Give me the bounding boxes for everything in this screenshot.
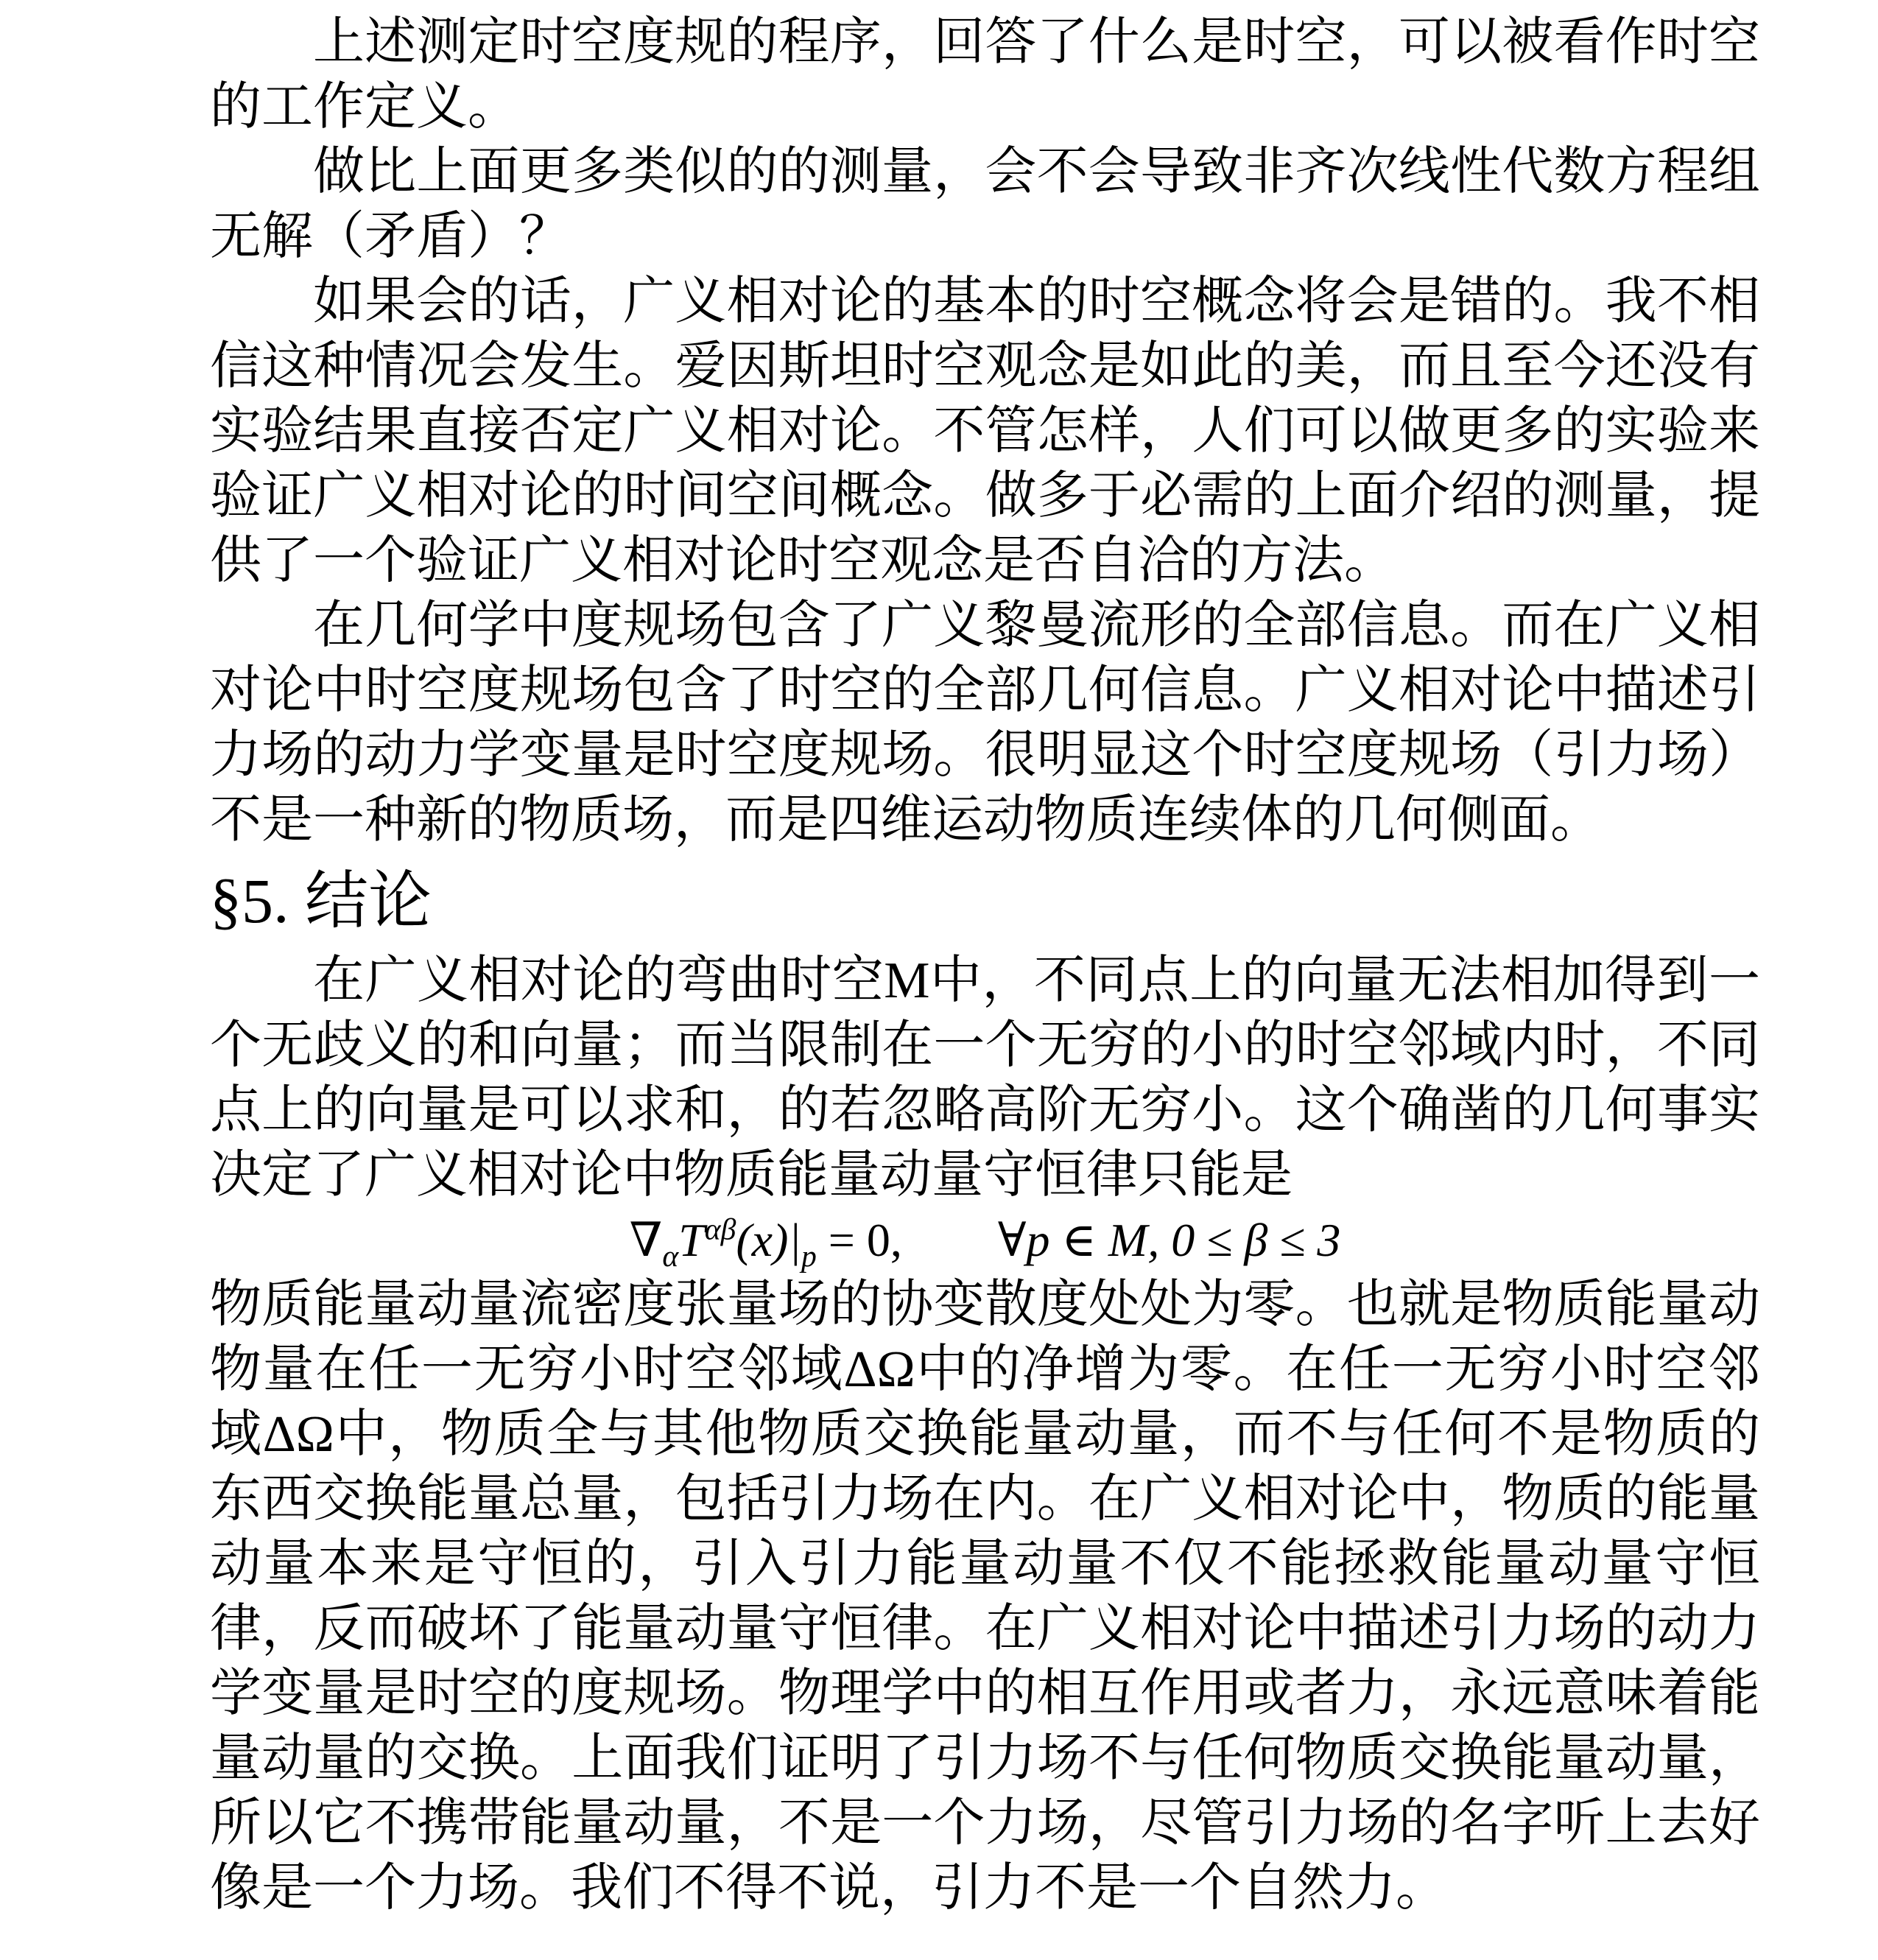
tensor-argument: (x)| [736, 1214, 801, 1266]
paragraph-more-measurements-question: 做比上面更多类似的的测量，会不会导致非齐次线性代数方程组无解（矛盾）？ [210, 144, 1760, 265]
nabla-operator: ∇ [629, 1214, 663, 1266]
equation-energy-momentum-conservation [210, 1208, 1760, 1273]
tensor-superscript: αβ [704, 1212, 736, 1246]
paragraph-gravity-not-a-force: 物质能量动量流密度张量场的协变散度处处为零。也就是物质能量动物量在任一无穷小时空邻域ΔΩ中的净增为零。在任一无穷小时空邻域ΔΩ中，物质全与其他物质交换能量动量，而不与任何不是物质的东西交换能量总量，包括引力场在内。在广义相对论中，物质的能量动量本来是守恒的，引入引力能量动量不仅不能拯救能量动量守恒律，反而破坏了能量动量守恒律。在广义相对论中描述引力场的动力学变量是时空的度规场。物理学中的相互作用或者力，永远意味着能量动量的交换。上面我们证明了引力场不与任何物质交换能量动量，所以它不携带能量动量，不是一个力场，尽管引力场的名字听上去好像是一个力场。我们不得不说，引力不是一个自然力。 [210, 1276, 1760, 1917]
section-heading-conclusion: §5. 结论 [210, 865, 432, 936]
paragraph-einstein-spacetime-concept: 如果会的话，广义相对论的基本的时空概念将会是错的。我不相信这种情况会发生。爱因斯坦时空观念是如此的美，而且至今还没有实验结果直接否定广义相对论。不管怎样，人们可以做更多的实验来验证广义相对论的时间空间概念。做多于必需的上面介绍的测量，提供了一个验证广义相对论时空观念是否自洽的方法。 [210, 273, 1760, 589]
paragraph-curved-spacetime-vectors: 在广义相对论的弯曲时空M中，不同点上的向量无法相加得到一个无歧义的和向量；而当限制在一个无穷的小的时空邻域内时，不同点上的向量是可以求和，的若忽略高阶无穷小。这个确凿的几何事实决定了广义相对论中物质能量动量守恒律只能是 [210, 952, 1760, 1204]
equals-zero: = 0, [816, 1214, 902, 1266]
nabla-subscript: α [662, 1238, 679, 1273]
paragraph-spacetime-working-definition: 上述测定时空度规的程序，回答了什么是时空，可以被看作时空的工作定义。 [210, 14, 1760, 136]
equation-left-hand-side [629, 1212, 902, 1273]
tensor-symbol: T [678, 1214, 705, 1266]
equation-quantifier-condition: ∀p ∈ M, 0 ≤ β ≤ 3 [997, 1214, 1341, 1266]
paragraph-metric-field-geometry: 在几何学中度规场包含了广义黎曼流形的全部信息。而在广义相对论中时空度规场包含了时空的全部几何信息。广义相对论中描述引力场的动力学变量是时空度规场。很明显这个时空度规场（引力场）不是一种新的物质场，而是四维运动物质连续体的几何侧面。 [210, 597, 1760, 849]
evaluation-point-subscript: p [801, 1238, 817, 1273]
